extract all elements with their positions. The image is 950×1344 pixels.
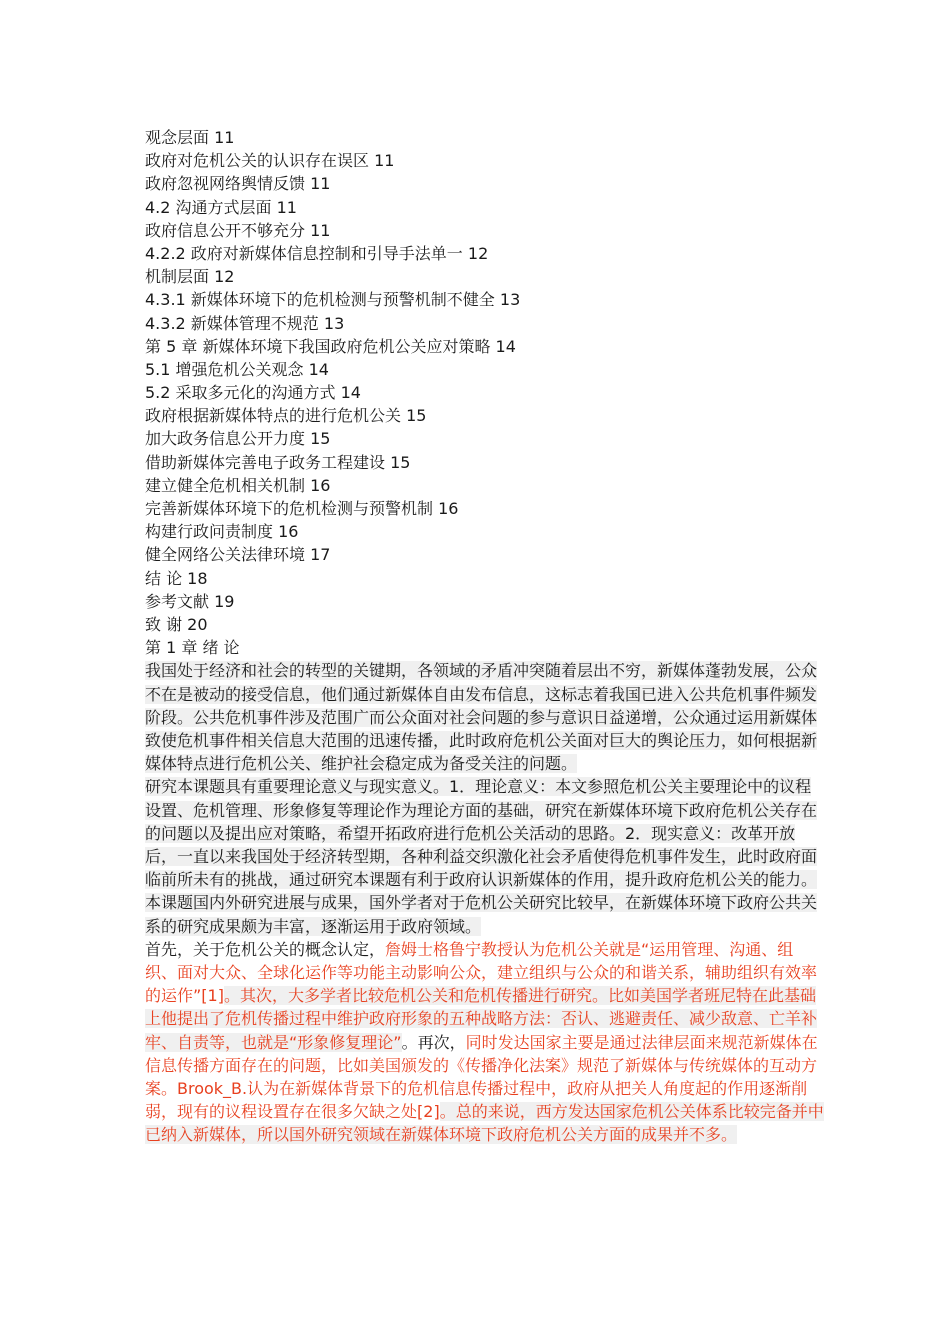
highlighted-text: 。其次，大多学者比较危机公关和危机传播进行研究。比如美国学者班尼特在此基础上他提出了危机传播过程中维护政府形象的五种战略方法：否认、逃避责任、减少敌意、亡羊补牢、自责等，也就是“形象修复理论” bbox=[145, 986, 818, 1052]
highlighted-text: 詹姆士格鲁宁教授认为危机公关就是“运用管理、沟通、组织、面对大众、全球化运作等功能主动影响公众，建立组织与公众的和谐关系，辅助组织有效率的运作” bbox=[145, 939, 818, 1006]
paragraph-text: 。再次， bbox=[401, 1032, 466, 1052]
paragraph-significance bbox=[145, 775, 825, 891]
toc-entry: 致 谢 20 bbox=[145, 614, 208, 634]
toc-entry: 政府根据新媒体特点的进行危机公关 15 bbox=[145, 406, 427, 426]
toc-entry: 建立健全危机相关机制 16 bbox=[145, 475, 331, 495]
paragraph-text: 本课题国内外研究进展与成果，国外学者对于危机公关研究比较早，在新媒体环境下政府公共关系的研究成果颇为丰富，逐渐运用于政府领域。 bbox=[145, 893, 818, 936]
paragraph-text: 首先，关于危机公关的概念认定， bbox=[145, 939, 386, 959]
toc-entry: 结 论 18 bbox=[145, 568, 208, 588]
citation: [1] bbox=[201, 986, 224, 1006]
toc-entry: 4.3.2 新媒体管理不规范 13 bbox=[145, 313, 345, 333]
toc-entry: 4.2 沟通方式层面 11 bbox=[145, 197, 297, 217]
toc-entry: 4.2.2 政府对新媒体信息控制和引导手法单一 12 bbox=[145, 243, 489, 263]
toc-entry: 5.1 增强危机公关观念 14 bbox=[145, 359, 329, 379]
toc-list bbox=[145, 126, 825, 659]
toc-entry: 第 5 章 新媒体环境下我国政府危机公关应对策略 14 bbox=[145, 336, 516, 356]
document-page bbox=[145, 126, 825, 1147]
chapter-heading: 第 1 章 绪 论 bbox=[145, 638, 240, 658]
toc-entry: 5.2 采取多元化的沟通方式 14 bbox=[145, 383, 361, 403]
toc-entry: 政府对危机公关的认识存在误区 11 bbox=[145, 151, 395, 171]
paragraph-text: 研究本课题具有重要理论意义与现实意义。1．理论意义：本文参照危机公关主要理论中的议程设置、危机管理、形象修复等理论作为理论方面的基础，研究在新媒体环境下政府危机公关存在的问题以及提出应对策略，希望开拓政府进行危机公关活动的思路。2．现实意义：改革开放后，一直以来我国处于经济转型期，各种利益交织激化社会矛盾使得危机事件发生，此时政府面临前所未有的挑战，通过研究本课题有利于政府认识新媒体的作用，提升政府危机公关的能力。 bbox=[145, 777, 818, 890]
highlighted-text: 同时发达国家主要是通过法律层面来规范新媒体在信息传播方面存在的问题，比如美国颁发的《传播净化法案》规范了新媒体与传统媒体的互动方案。Brook_B.认为在新媒体背景下的危机信息传播过程中，政府从把关人角度起的作用逐渐削弱，现有的议程设置存在很多欠缺之处 bbox=[145, 1032, 818, 1122]
toc-entry: 完善新媒体环境下的危机检测与预警机制 16 bbox=[145, 499, 459, 518]
toc-entry: 政府忽视网络舆情反馈 11 bbox=[145, 174, 331, 194]
highlighted-text: 。总的来说，西方发达国家危机公关体系比较完备并中已纳入新媒体，所以国外研究领域在新媒体环境下政府危机公关方面的成果并不多。 bbox=[145, 1102, 824, 1145]
paragraph-literature bbox=[145, 938, 825, 1147]
citation: [2] bbox=[417, 1102, 440, 1122]
toc-entry: 构建行政问责制度 16 bbox=[145, 522, 299, 542]
toc-entry: 健全网络公关法律环境 17 bbox=[145, 545, 331, 565]
toc-entry: 加大政务信息公开力度 15 bbox=[145, 429, 331, 449]
paragraph-text: 我国处于经济和社会的转型的关键期，各领域的矛盾冲突随着层出不穷，新媒体蓬勃发展，公众不在是被动的接受信息，他们通过新媒体自由发布信息，这标志着我国已进入公共危机事件频发阶段。公共危机事件涉及范围广而公众面对社会问题的参与意识日益递增，公众通过运用新媒体致使危机事件相关信息大范围的迅速传播，此时政府危机公关面对巨大的舆论压力，如何根据新媒体特点进行危机公关、维护社会稳定成为备受关注的问题。 bbox=[145, 661, 818, 774]
paragraph-research-progress bbox=[145, 891, 825, 937]
toc-entry: 观念层面 11 bbox=[145, 128, 235, 147]
toc-entry: 参考文献 19 bbox=[145, 591, 235, 611]
toc-entry: 机制层面 12 bbox=[145, 267, 235, 287]
toc-entry: 政府信息公开不够充分 11 bbox=[145, 220, 331, 240]
toc-entry: 4.3.1 新媒体环境下的危机检测与预警机制不健全 13 bbox=[145, 290, 521, 310]
toc-entry: 借助新媒体完善电子政务工程建设 15 bbox=[145, 452, 411, 472]
paragraph-background bbox=[145, 659, 825, 775]
